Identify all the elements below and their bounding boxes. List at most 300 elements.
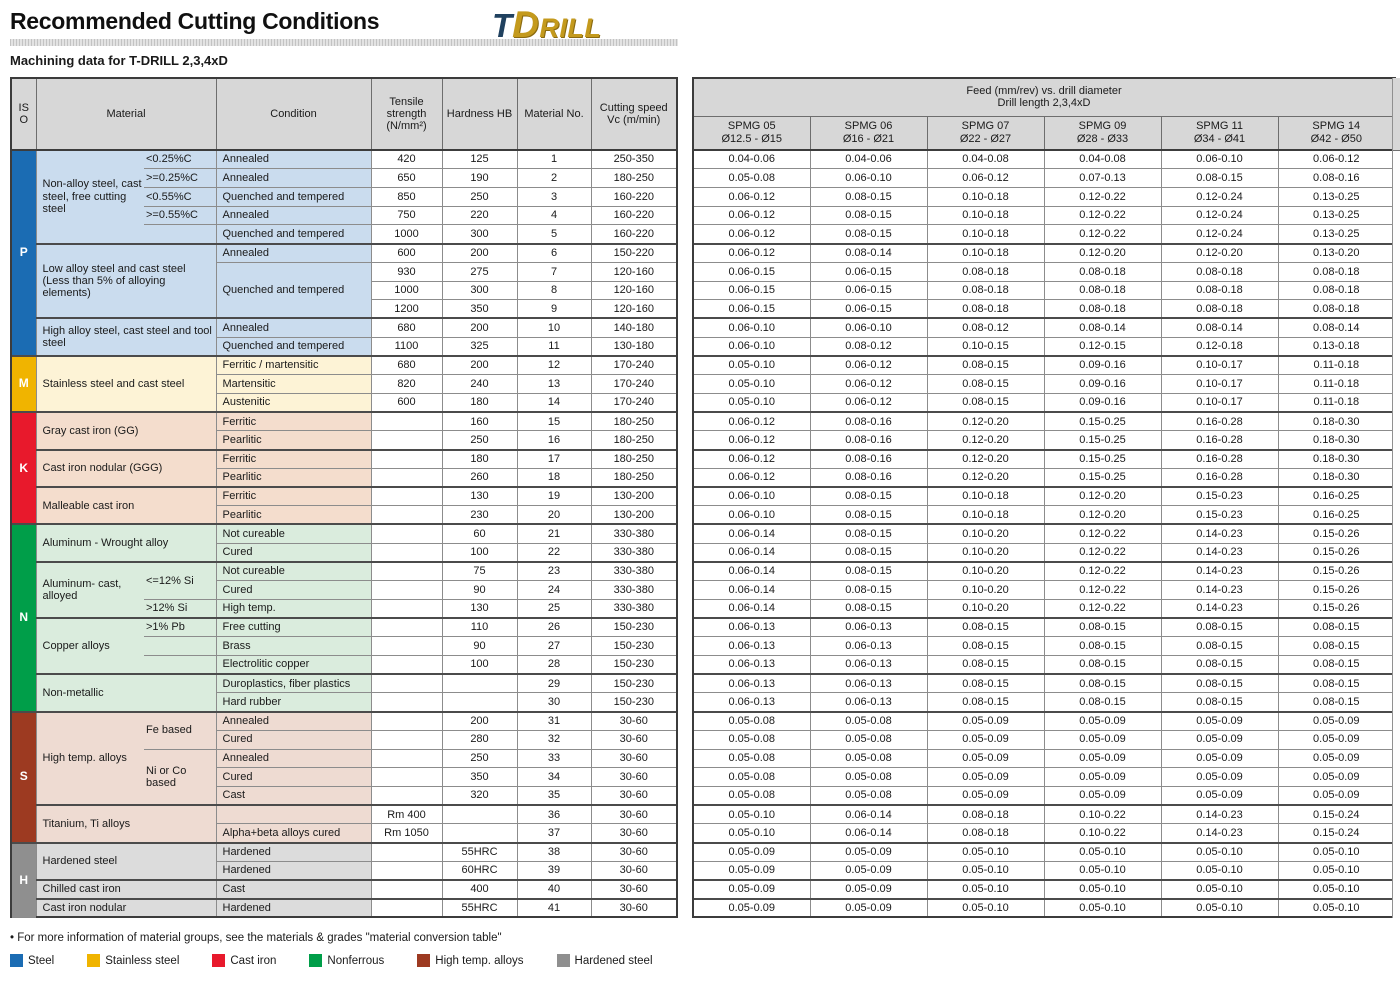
feed-group-line2: Drill length 2,3,4xD [997, 97, 1091, 110]
hardness-cell [442, 693, 517, 712]
table-gap [677, 393, 693, 412]
condition-cell [216, 805, 371, 824]
hardness-cell: 60 [442, 524, 517, 543]
material-no-cell: 2 [517, 169, 591, 188]
table-gap [677, 281, 693, 300]
spmg-name: SPMG 06 [844, 120, 893, 133]
hardness-cell: 250 [442, 749, 517, 768]
feed-cell: 0.06-0.14 [693, 562, 810, 581]
table-gap [677, 880, 693, 899]
material-no-cell: 1 [517, 150, 591, 169]
legend-swatch [10, 954, 23, 967]
cutting-speed-cell: 170-240 [591, 356, 677, 375]
material-cell: Stainless steel and cast steel [36, 356, 216, 412]
material-subcategory-cell [144, 655, 216, 674]
cutting-speed-cell: 30-60 [591, 843, 677, 862]
feed-cell: 0.05-0.10 [1278, 880, 1395, 899]
tensile-strength-cell: 1200 [371, 300, 442, 319]
condition-cell: Annealed [216, 206, 371, 225]
feed-cell: 0.08-0.18 [1161, 300, 1278, 319]
table-gap [677, 318, 693, 337]
condition-cell: Martensitic [216, 375, 371, 394]
condition-cell: Cast [216, 880, 371, 899]
feed-cell: 0.05-0.09 [927, 730, 1044, 749]
material-cell: High temp. alloys [36, 712, 144, 806]
feed-cell: 0.13-0.25 [1278, 206, 1395, 225]
feed-cell: 0.05-0.08 [810, 730, 927, 749]
condition-cell: Cured [216, 543, 371, 562]
tensile-strength-cell [371, 693, 442, 712]
hardness-cell: 350 [442, 300, 517, 319]
table-gap [677, 300, 693, 319]
cutting-speed-cell: 30-60 [591, 824, 677, 843]
condition-cell: Free cutting [216, 618, 371, 637]
table-gap [677, 169, 693, 188]
hardness-cell: 400 [442, 880, 517, 899]
tensile-strength-cell: 600 [371, 393, 442, 412]
condition-cell: Pearlitic [216, 468, 371, 487]
tensile-strength-cell: 1100 [371, 337, 442, 356]
header-cutting-speed: Cutting speed Vc (m/min) [591, 78, 677, 150]
feed-cell: 0.06-0.12 [693, 244, 810, 263]
feed-cell: 0.18-0.30 [1278, 468, 1395, 487]
cutting-speed-cell: 120-160 [591, 262, 677, 281]
table-gap [677, 861, 693, 880]
cutting-speed-cell: 160-220 [591, 225, 677, 244]
spmg-range: Ø12.5 - Ø15 [721, 132, 783, 145]
feed-cell: 0.08-0.15 [1044, 637, 1161, 656]
cutting-speed-cell: 30-60 [591, 861, 677, 880]
material-no-cell: 29 [517, 674, 591, 693]
condition-cell: Alpha+beta alloys cured [216, 824, 371, 843]
table-gap [677, 225, 693, 244]
feed-cell: 0.08-0.15 [810, 599, 927, 618]
hardness-cell: 220 [442, 206, 517, 225]
cutting-speed-cell: 330-380 [591, 581, 677, 600]
condition-cell: Ferritic [216, 450, 371, 469]
cutting-speed-cell: 150-220 [591, 244, 677, 263]
feed-cell: 0.14-0.23 [1161, 562, 1278, 581]
feed-cell: 0.06-0.13 [693, 674, 810, 693]
feed-cell: 0.05-0.10 [693, 805, 810, 824]
feed-cell: 0.08-0.15 [927, 655, 1044, 674]
feed-cell: 0.11-0.18 [1278, 356, 1395, 375]
cutting-speed-cell: 180-250 [591, 450, 677, 469]
material-row [11, 693, 1395, 712]
material-no-cell: 4 [517, 206, 591, 225]
condition-cell: Annealed [216, 169, 371, 188]
material-row [11, 843, 1395, 862]
feed-cell: 0.08-0.15 [1278, 655, 1395, 674]
material-cell: Aluminum - Wrought alloy [36, 524, 216, 561]
feed-cell: 0.05-0.09 [1278, 786, 1395, 805]
cutting-speed-cell: 30-60 [591, 749, 677, 768]
feed-cell: 0.08-0.18 [1044, 300, 1161, 319]
table-gap [677, 356, 693, 375]
material-row [11, 674, 1395, 693]
feed-cell: 0.05-0.08 [693, 730, 810, 749]
iso-group-cell: K [11, 412, 36, 524]
feed-cell: 0.08-0.18 [1278, 281, 1395, 300]
material-no-cell: 30 [517, 693, 591, 712]
cutting-speed-cell: 330-380 [591, 562, 677, 581]
feed-cell: 0.10-0.17 [1161, 393, 1278, 412]
table-header [11, 78, 1395, 150]
table-gap [677, 712, 693, 731]
feed-cell: 0.06-0.12 [810, 393, 927, 412]
feed-cell: 0.08-0.18 [927, 824, 1044, 843]
cutting-speed-cell: 250-350 [591, 150, 677, 169]
feed-cell: 0.14-0.23 [1161, 805, 1278, 824]
iso-group-cell: S [11, 712, 36, 843]
legend-label: Steel [28, 954, 55, 967]
cutting-speed-cell: 330-380 [591, 599, 677, 618]
table-gap [677, 375, 693, 394]
material-no-cell: 36 [517, 805, 591, 824]
feed-cell: 0.10-0.18 [927, 225, 1044, 244]
condition-cell: Hardened [216, 899, 371, 918]
feed-cell: 0.10-0.18 [927, 187, 1044, 206]
feed-cell: 0.05-0.08 [810, 749, 927, 768]
iso-group-cell: M [11, 356, 36, 412]
feed-cell: 0.04-0.08 [1044, 150, 1161, 169]
feed-cell: 0.12-0.22 [1044, 599, 1161, 618]
header-spmg-07 [927, 116, 1044, 150]
feed-cell: 0.05-0.10 [1161, 899, 1278, 918]
table-gap [677, 562, 693, 581]
material-no-cell: 17 [517, 450, 591, 469]
legend-swatch [212, 954, 225, 967]
hardness-cell: 320 [442, 786, 517, 805]
feed-cell: 0.06-0.15 [693, 262, 810, 281]
feed-cell: 0.06-0.10 [693, 337, 810, 356]
hardness-cell: 190 [442, 169, 517, 188]
feed-cell: 0.16-0.28 [1161, 450, 1278, 469]
feed-cell: 0.06-0.15 [810, 281, 927, 300]
table-gap [677, 412, 693, 431]
feed-cell: 0.05-0.10 [693, 824, 810, 843]
feed-cell: 0.13-0.18 [1278, 337, 1395, 356]
feed-cell: 0.06-0.13 [810, 637, 927, 656]
condition-cell: Cured [216, 768, 371, 787]
feed-cell: 0.06-0.14 [693, 581, 810, 600]
tensile-strength-cell [371, 431, 442, 450]
table-gap [677, 262, 693, 281]
material-row [11, 375, 1395, 394]
table-gap [677, 78, 693, 150]
spmg-range: Ø16 - Ø21 [842, 132, 895, 145]
tensile-strength-cell [371, 599, 442, 618]
feed-cell: 0.05-0.10 [927, 899, 1044, 918]
tensile-strength-cell [371, 880, 442, 899]
material-subcategory-cell: >=0.25%C [144, 169, 216, 188]
hardness-cell: 300 [442, 225, 517, 244]
hardness-cell: 250 [442, 187, 517, 206]
feed-cell: 0.12-0.22 [1044, 581, 1161, 600]
feed-cell: 0.05-0.09 [810, 880, 927, 899]
feed-cell: 0.16-0.25 [1278, 506, 1395, 525]
feed-cell: 0.15-0.26 [1278, 599, 1395, 618]
condition-cell: Brass [216, 637, 371, 656]
feed-cell: 0.08-0.15 [1044, 674, 1161, 693]
table-gap [677, 805, 693, 824]
legend-item [557, 954, 653, 967]
material-cell: Cast iron nodular (GGG) [36, 450, 216, 487]
feed-cell: 0.11-0.18 [1278, 375, 1395, 394]
page-title: Recommended Cutting Conditions [10, 8, 380, 34]
table-gap [677, 899, 693, 918]
tensile-strength-cell: 1000 [371, 225, 442, 244]
feed-cell: 0.08-0.15 [1278, 637, 1395, 656]
feed-cell: 0.05-0.09 [1161, 712, 1278, 731]
feed-cell: 0.08-0.18 [1278, 300, 1395, 319]
feed-cell: 0.12-0.22 [1044, 225, 1161, 244]
cutting-speed-cell: 150-230 [591, 693, 677, 712]
feed-cell: 0.04-0.06 [693, 150, 810, 169]
feed-cell: 0.08-0.18 [1161, 262, 1278, 281]
material-row [11, 637, 1395, 656]
material-row [11, 150, 1395, 169]
material-row [11, 337, 1395, 356]
hardness-cell: 100 [442, 655, 517, 674]
condition-cell: Annealed [216, 150, 371, 169]
feed-cell: 0.12-0.20 [1044, 487, 1161, 506]
cutting-speed-cell: 30-60 [591, 712, 677, 731]
table-gap [677, 581, 693, 600]
hardness-cell [442, 674, 517, 693]
cutting-speed-cell: 30-60 [591, 768, 677, 787]
material-row [11, 562, 1395, 581]
feed-cell: 0.10-0.20 [927, 524, 1044, 543]
feed-cell: 0.12-0.18 [1161, 337, 1278, 356]
table-gap [677, 693, 693, 712]
feed-cell: 0.06-0.13 [810, 655, 927, 674]
condition-cell: Quenched and tempered [216, 262, 371, 318]
feed-cell: 0.05-0.10 [1044, 899, 1161, 918]
hardness-cell: 100 [442, 543, 517, 562]
feed-cell: 0.08-0.15 [927, 674, 1044, 693]
hardness-cell [442, 805, 517, 824]
material-no-cell: 38 [517, 843, 591, 862]
feed-cell: 0.05-0.08 [810, 786, 927, 805]
tensile-strength-cell [371, 506, 442, 525]
feed-cell: 0.12-0.20 [1044, 244, 1161, 263]
spmg-name: SPMG 11 [1196, 120, 1243, 133]
feed-cell: 0.12-0.24 [1161, 206, 1278, 225]
material-subcategory-cell: <0.55%C [144, 187, 216, 206]
feed-cell: 0.06-0.10 [693, 487, 810, 506]
material-row [11, 487, 1395, 506]
material-no-cell: 3 [517, 187, 591, 206]
tensile-strength-cell: Rm 1050 [371, 824, 442, 843]
material-row [11, 861, 1395, 880]
legend-swatch [557, 954, 570, 967]
material-no-cell: 33 [517, 749, 591, 768]
feed-cell: 0.08-0.15 [927, 618, 1044, 637]
spmg-name: SPMG 14 [1312, 120, 1361, 133]
feed-cell: 0.08-0.14 [1044, 318, 1161, 337]
header-spmg-11 [1161, 116, 1278, 150]
cutting-speed-cell: 160-220 [591, 187, 677, 206]
feed-cell: 0.13-0.25 [1278, 225, 1395, 244]
feed-cell: 0.05-0.09 [1044, 749, 1161, 768]
feed-cell: 0.08-0.15 [810, 562, 927, 581]
feed-cell: 0.10-0.20 [927, 599, 1044, 618]
material-row [11, 599, 1395, 618]
feed-cell: 0.08-0.15 [927, 375, 1044, 394]
hardness-cell: 55HRC [442, 843, 517, 862]
condition-cell: Quenched and tempered [216, 187, 371, 206]
feed-cell: 0.16-0.28 [1161, 468, 1278, 487]
hardness-cell: 110 [442, 618, 517, 637]
cutting-speed-cell: 30-60 [591, 730, 677, 749]
feed-cell: 0.06-0.13 [693, 637, 810, 656]
feed-cell: 0.04-0.06 [810, 150, 927, 169]
material-row [11, 880, 1395, 899]
iso-group-cell: P [11, 150, 36, 356]
feed-cell: 0.06-0.15 [810, 262, 927, 281]
hardness-cell: 130 [442, 599, 517, 618]
tensile-strength-cell [371, 730, 442, 749]
tdrill-logo [492, 4, 601, 46]
tensile-strength-cell [371, 487, 442, 506]
material-no-cell: 14 [517, 393, 591, 412]
material-subcategory-cell: >=0.55%C [144, 206, 216, 225]
material-row [11, 768, 1395, 787]
hardness-cell: 160 [442, 412, 517, 431]
table-gap [677, 468, 693, 487]
feed-cell: 0.12-0.20 [1044, 506, 1161, 525]
spmg-name: SPMG 09 [1078, 120, 1127, 133]
material-row [11, 655, 1395, 674]
feed-cell: 0.10-0.22 [1044, 824, 1161, 843]
tensile-strength-cell: 1000 [371, 281, 442, 300]
feed-cell: 0.10-0.15 [927, 337, 1044, 356]
material-no-cell: 28 [517, 655, 591, 674]
feed-cell: 0.15-0.25 [1044, 468, 1161, 487]
material-subcategory-cell: >1% Pb [144, 618, 216, 637]
feed-cell: 0.13-0.20 [1278, 244, 1395, 263]
material-no-cell: 18 [517, 468, 591, 487]
material-row [11, 749, 1395, 768]
adjacent-page-header [1393, 78, 1400, 151]
tensile-strength-cell [371, 468, 442, 487]
condition-cell: High temp. [216, 599, 371, 618]
material-no-cell: 37 [517, 824, 591, 843]
feed-cell: 0.14-0.23 [1161, 824, 1278, 843]
table-gap [677, 431, 693, 450]
feed-cell: 0.10-0.22 [1044, 805, 1161, 824]
feed-cell: 0.05-0.09 [927, 712, 1044, 731]
cutting-speed-cell: 30-60 [591, 899, 677, 918]
feed-cell: 0.05-0.09 [1278, 730, 1395, 749]
legend-item [10, 954, 54, 967]
material-cell: Cast iron nodular [36, 899, 216, 918]
cutting-speed-cell: 120-160 [591, 281, 677, 300]
feed-cell: 0.12-0.20 [1161, 244, 1278, 263]
material-row [11, 225, 1395, 244]
material-subcategory-cell: Fe based [144, 712, 216, 749]
feed-cell: 0.08-0.15 [927, 356, 1044, 375]
feed-cell: 0.05-0.09 [1161, 749, 1278, 768]
material-row [11, 318, 1395, 337]
adjacent-page-edge [1392, 78, 1400, 918]
cutting-speed-cell: 30-60 [591, 880, 677, 899]
feed-cell: 0.06-0.13 [810, 618, 927, 637]
table-gap [677, 599, 693, 618]
condition-cell: Austenitic [216, 393, 371, 412]
hardness-cell: 60HRC [442, 861, 517, 880]
material-subcategory-cell: Ni or Co based [144, 749, 216, 805]
hardness-cell: 300 [442, 281, 517, 300]
material-no-cell: 19 [517, 487, 591, 506]
hardness-cell: 200 [442, 244, 517, 263]
feed-cell: 0.06-0.14 [810, 824, 927, 843]
cutting-speed-cell: 170-240 [591, 375, 677, 394]
spmg-range: Ø34 - Ø41 [1193, 132, 1246, 145]
feed-cell: 0.08-0.12 [810, 337, 927, 356]
feed-cell: 0.08-0.18 [1161, 281, 1278, 300]
header-material: Material [36, 78, 216, 150]
condition-cell: Electrolitic copper [216, 655, 371, 674]
tensile-strength-cell: 680 [371, 318, 442, 337]
feed-cell: 0.12-0.20 [927, 450, 1044, 469]
header-spmg-14 [1278, 116, 1395, 150]
material-row [11, 786, 1395, 805]
material-cell: Low alloy steel and cast steel (Less than 5% of alloying elements) [36, 244, 216, 319]
cutting-speed-cell: 30-60 [591, 786, 677, 805]
table-gap [677, 824, 693, 843]
material-no-cell: 15 [517, 412, 591, 431]
feed-cell: 0.08-0.18 [1044, 281, 1161, 300]
material-no-cell: 32 [517, 730, 591, 749]
feed-cell: 0.06-0.13 [810, 674, 927, 693]
feed-cell: 0.15-0.26 [1278, 562, 1395, 581]
header-spmg-09 [1044, 116, 1161, 150]
hardness-cell: 250 [442, 431, 517, 450]
tensile-strength-cell [371, 543, 442, 562]
feed-cell: 0.06-0.10 [693, 318, 810, 337]
feed-cell: 0.08-0.15 [810, 487, 927, 506]
feed-cell: 0.18-0.30 [1278, 431, 1395, 450]
material-no-cell: 7 [517, 262, 591, 281]
feed-cell: 0.10-0.18 [927, 244, 1044, 263]
hardness-cell [442, 824, 517, 843]
table-gap [677, 768, 693, 787]
condition-cell: Annealed [216, 749, 371, 768]
hardness-cell: 280 [442, 730, 517, 749]
material-row [11, 543, 1395, 562]
material-cell: Gray cast iron (GG) [36, 412, 216, 449]
table-gap [677, 843, 693, 862]
material-row [11, 169, 1395, 188]
legend-item [417, 954, 523, 967]
feed-cell: 0.06-0.14 [693, 524, 810, 543]
hardness-cell: 55HRC [442, 899, 517, 918]
feed-cell: 0.05-0.09 [927, 749, 1044, 768]
legend-item [309, 954, 384, 967]
cutting-speed-cell: 180-250 [591, 169, 677, 188]
tensile-strength-cell: 850 [371, 187, 442, 206]
condition-cell: Not cureable [216, 562, 371, 581]
legend-label: High temp. alloys [435, 954, 524, 967]
feed-cell: 0.08-0.15 [927, 393, 1044, 412]
feed-cell: 0.05-0.10 [1161, 880, 1278, 899]
feed-cell: 0.12-0.24 [1161, 187, 1278, 206]
feed-cell: 0.11-0.18 [1278, 393, 1395, 412]
feed-cell: 0.05-0.09 [1278, 749, 1395, 768]
tensile-strength-cell [371, 861, 442, 880]
